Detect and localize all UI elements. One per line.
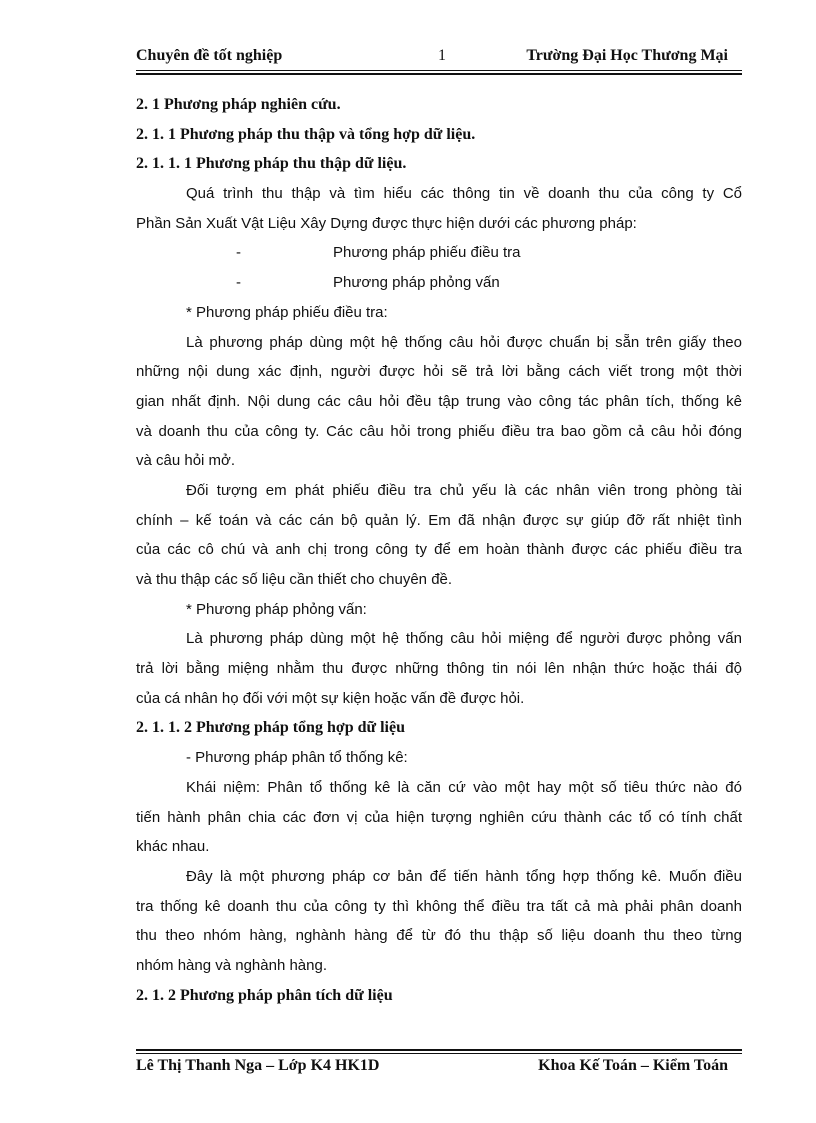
page-header [136, 47, 742, 71]
paragraph-line: thu theo nhóm hàng, nghành hàng để từ đó thu thập số liệu doanh thu theo từng [136, 927, 742, 945]
header-rule-thick [136, 73, 742, 75]
paragraph-line: và thu thập các số liệu cần thiết cho chuyên đề. [136, 571, 453, 588]
paragraph-line: tiến hành phân chia các đơn vị của hiện tượng nghiên cứu thành các tổ có tính chất [136, 808, 742, 826]
header-rule-thin [136, 70, 742, 71]
subheading: - Phương pháp phân tổ thống kê: [186, 749, 408, 767]
paragraph-line: Quá trình thu thập và tìm hiểu các thông tin về doanh thu của công ty Cổ [186, 185, 742, 203]
section-heading-2-1: 2. 1 Phương pháp nghiên cứu. [136, 96, 341, 113]
paragraph-line: chính – kế toán và các cán bộ quản lý. Em đã nhận được sự giúp đỡ rất nhiệt tình [136, 511, 742, 529]
footer-rule-thick [136, 1049, 742, 1051]
page-number: 1 [438, 47, 446, 64]
section-heading-2-1-1-1: 2. 1. 1. 1 Phương pháp thu thập dữ liệu. [136, 155, 407, 173]
paragraph-line: tra thống kê doanh thu của công ty thì không thể điều tra tất cả mà phải phân doanh [136, 897, 742, 915]
footer-rule-thin [136, 1053, 742, 1054]
paragraph-line: Khái niệm: Phân tổ thống kê là căn cứ vào một hay một số tiêu thức nào đó [186, 778, 742, 796]
paragraph-line: Đây là một phương pháp cơ bản để tiến hành tổng hợp thống kê. Muốn điều [186, 867, 742, 885]
bullet-dash: - [236, 274, 241, 292]
paragraph-line: Là phương pháp dùng một hệ thống câu hỏi được chuẩn bị sẵn trên giấy theo [186, 333, 742, 351]
paragraph-line: của cá nhân họ đối với một sự kiện hoặc vấn đề được hỏi. [136, 689, 525, 707]
bullet-text: Phương pháp phiếu điều tra [333, 244, 521, 262]
section-heading-2-1-2: 2. 1. 2 Phương pháp phân tích dữ liệu [136, 986, 393, 1004]
paragraph-line: của các cô chú và anh chị trong công ty để em hoàn thành được các phiếu điều tra [136, 541, 742, 559]
bullet-item [136, 238, 742, 268]
bullet-dash: - [236, 244, 241, 262]
paragraph-line: khác nhau. [136, 838, 210, 856]
paragraph-line: và câu hỏi mở. [136, 452, 236, 470]
subheading: * Phương pháp phỏng vấn: [186, 600, 367, 618]
bullet-text: Phương pháp phỏng vấn [333, 274, 500, 292]
section-heading-2-1-1-2: 2. 1. 1. 2 Phương pháp tổng hợp dữ liệu [136, 719, 405, 737]
paragraph-line: và doanh thu của công ty. Các câu hỏi trong phiếu điều tra bao gồm cả câu hỏi đóng [136, 422, 742, 440]
subheading: * Phương pháp phiếu điều tra: [186, 303, 388, 321]
header-university: Trường Đại Học Thương Mại [526, 47, 728, 64]
paragraph-line: những nội dung xác định, người được hỏi sẽ trả lời bằng cách viết trong một thời [136, 363, 742, 381]
page-body [136, 90, 742, 1010]
section-heading-2-1-1: 2. 1. 1 Phương pháp thu thập và tổng hợp dữ liệu. [136, 125, 476, 143]
paragraph-line: nhóm hàng và nghành hàng. [136, 956, 327, 974]
bullet-item [136, 268, 742, 298]
paragraph-line: Đối tượng em phát phiếu điều tra chủ yếu là các nhân viên trong phòng tài [186, 481, 742, 499]
paragraph-line: Là phương pháp dùng một hệ thống câu hỏi miệng để người được phỏng vấn [186, 630, 742, 648]
paragraph-line: trả lời bằng miệng nhằm thu được những thông tin nói lên nhận thức hoặc thái độ [136, 660, 742, 678]
footer-author: Lê Thị Thanh Nga – Lớp K4 HK1D [136, 1057, 380, 1074]
header-document-type: Chuyên đề tốt nghiệp [136, 47, 283, 64]
paragraph-line: Phần Sản Xuất Vật Liệu Xây Dựng được thực hiện dưới các phương pháp: [136, 214, 637, 232]
paragraph-line: gian nhất định. Nội dung các câu hỏi đều tập trung vào công tác phân tích, thống kê [136, 392, 742, 410]
footer-department: Khoa Kế Toán – Kiểm Toán [538, 1057, 728, 1074]
